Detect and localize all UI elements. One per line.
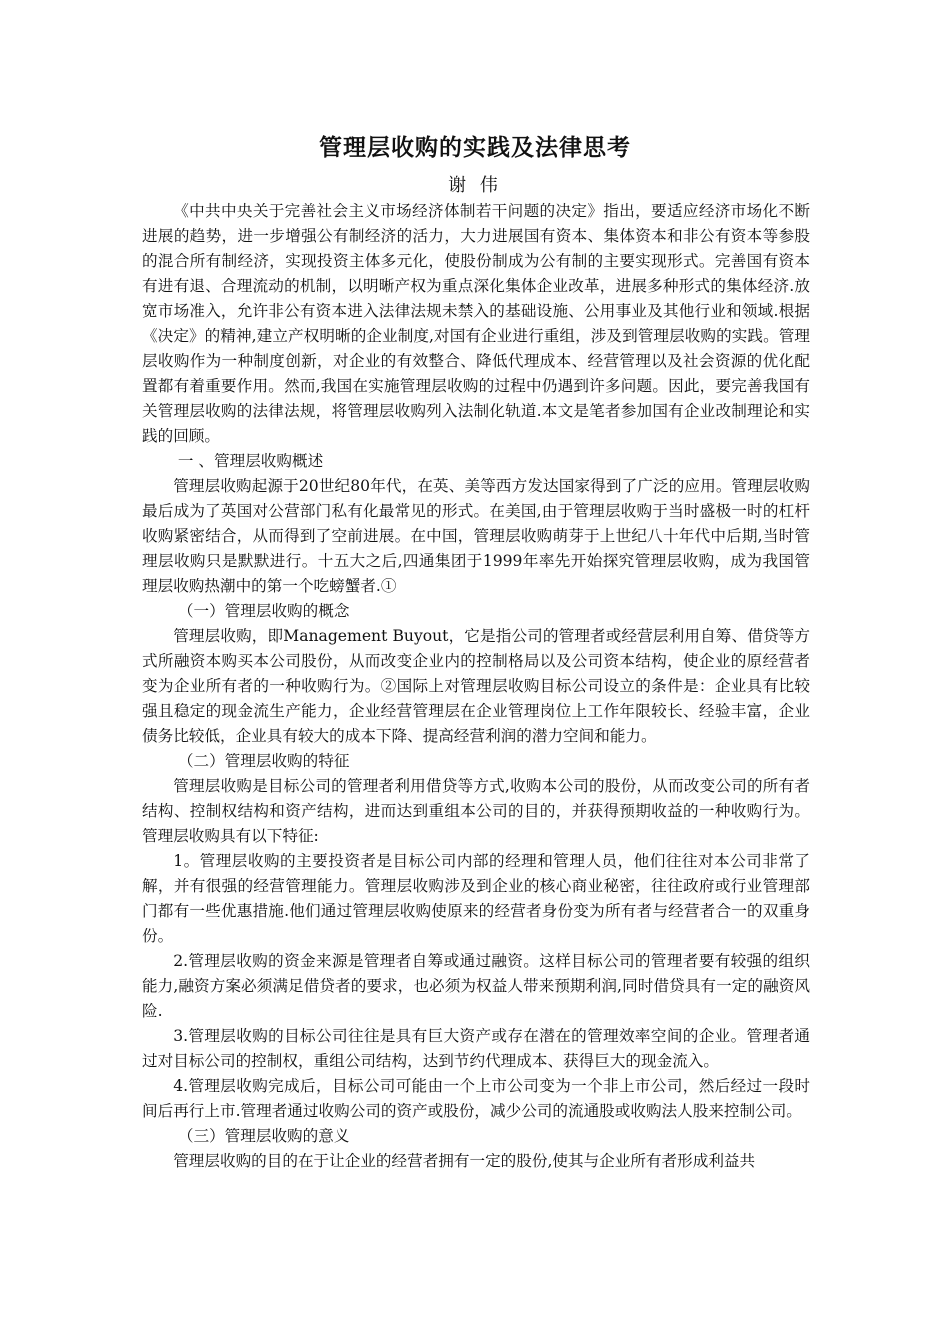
subsection-heading-features: （二）管理层收购的特征: [177, 752, 350, 770]
section-heading-overview: 一 、管理层收购概述: [177, 452, 324, 470]
document-author: 谢 伟: [448, 175, 502, 196]
list-item-feature-1: 1。管理层收购的主要投资者是目标公司内部的经理和管理人员，他们往往对本公司非常了解，并有很强的经营管理能力。管理层收购涉及到企业的核心商业秘密，往往政府或行业管理部门都有一些优惠措施.他们通过管理层收购使原来的经营者身份变为所有者与经营者合一的双重身份。: [142, 852, 810, 945]
subsection-heading-significance: （三）管理层收购的意义: [177, 1127, 350, 1145]
document-body: [142, 199, 810, 1174]
paragraph-features-intro: 管理层收购是目标公司的管理者利用借贷等方式,收购本公司的股份，从而改变公司的所有者结构、控制权结构和资产结构，进而达到重组本公司的目的，并获得预期收益的一种收购行为。管理层收购具有以下特征:: [142, 777, 810, 845]
document-title: 管理层收购的实践及法律思考: [319, 135, 631, 161]
paragraph-significance: 管理层收购的目的在于让企业的经营者拥有一定的股份,使其与企业所有者形成利益共: [173, 1152, 756, 1170]
subsection-heading-concept: （一）管理层收购的概念: [177, 602, 350, 620]
paragraph-origin: 管理层收购起源于20世纪80年代，在英、美等西方发达国家得到了广泛的应用。管理层收购最后成为了英国对公营部门私有化最常见的形式。在美国,由于管理层收购于当时盛极一时的杠杆收购紧密结合，从而得到了空前进展。在中国，管理层收购萌芽于上世纪八十年代中后期,当时管理层收购只是默默进行。十五大之后,四通集团于1999年率先开始探究管理层收购，成为我国管理层收购热潮中的第一个吃螃蟹者.①: [142, 477, 810, 595]
paragraph-concept: 管理层收购，即Management Buyout，它是指公司的管理者或经营层利用自筹、借贷等方式所融资本购买本公司股份，从而改变企业内的控制格局以及公司资本结构，使企业的原经营者变为企业所有者的一种收购行为。②国际上对管理层收购目标公司设立的条件是：企业具有比较强且稳定的现金流生产能力，企业经营管理层在企业管理岗位上工作年限较长、经验丰富，企业债务比较低，企业具有较大的成本下降、提高经营利润的潜力空间和能力。: [142, 627, 810, 745]
paragraph-intro: 《中共中央关于完善社会主义市场经济体制若干问题的决定》指出，要适应经济市场化不断进展的趋势，进一步增强公有制经济的活力，大力进展国有资本、集体资本和非公有资本等参股的混合所有制经济，实现投资主体多元化，使股份制成为公有制的主要实现形式。完善国有资本有进有退、合理流动的机制，以明晰产权为重点深化集体企业改革，进展多种形式的集体经济.放宽市场准入，允许非公有资本进入法律法规未禁入的基础设施、公用事业及其他行业和领域.根据《决定》的精神,建立产权明晰的企业制度,对国有企业进行重组，涉及到管理层收购的实践。管理层收购作为一种制度创新，对企业的有效整合、降低代理成本、经营管理以及社会资源的优化配置都有着重要作用。然而,我国在实施管理层收购的过程中仍遇到许多问题。因此，要完善我国有关管理层收购的法律法规，将管理层收购列入法制化轨道.本文是笔者参加国有企业改制理论和实践的回顾。: [142, 202, 810, 445]
list-item-feature-3: 3.管理层收购的目标公司往往是具有巨大资产或存在潜在的管理效率空间的企业。管理者通过对目标公司的控制权，重组公司结构，达到节约代理成本、获得巨大的现金流入。: [142, 1027, 810, 1070]
list-item-feature-2: 2.管理层收购的资金来源是管理者自筹或通过融资。这样目标公司的管理者要有较强的组织能力,融资方案必须满足借贷者的要求，也必须为权益人带来预期利润,同时借贷具有一定的融资风险.: [142, 952, 810, 1020]
list-item-feature-4: 4.管理层收购完成后，目标公司可能由一个上市公司变为一个非上市公司，然后经过一段时间后再行上市.管理者通过收购公司的资产或股份，减少公司的流通股或收购法人股来控制公司。: [142, 1077, 810, 1120]
